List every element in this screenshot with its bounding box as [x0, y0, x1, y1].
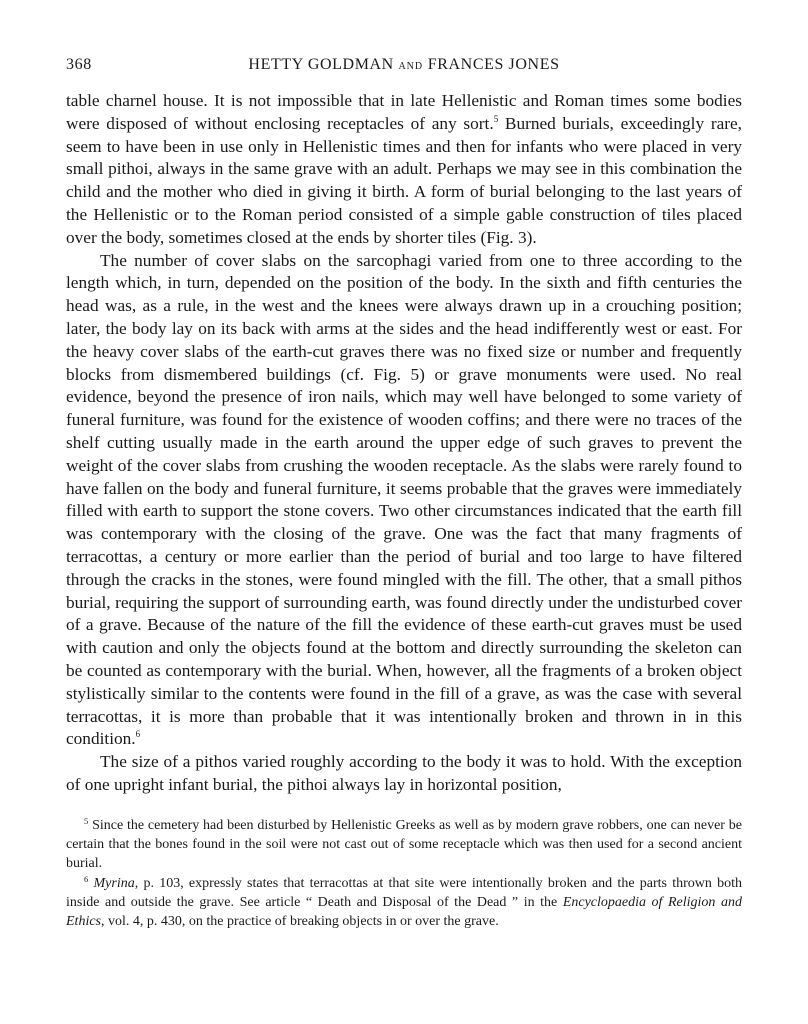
body-text	[66, 90, 742, 797]
footnote-5-marker: 5	[84, 815, 89, 826]
paragraph-2-text: The number of cover slabs on the sarcophagi varied from one to three according to the length which, in turn, depended on the position of the body. In the sixth and fifth centuries the head was, as a rule, in the west and the knees were always drawn up in a crouching position; later, the body lay on its back with arms at the sides and the head indifferently west or east. For the heavy cover slabs of the earth-cut graves there was no fixed size or number and frequently blocks from dismembered buildings (cf. Fig. 5) or grave monuments were used. No real evidence, beyond the presence of iron nails, which may well have belonged to some variety of funeral furniture, was found for the existence of wooden coffins; and there were no traces of the shelf cutting usually made in the earth around the upper edge of such graves to prevent the weight of the cover slabs from crushing the wooden receptacle. As the slabs were rarely found to have fallen on the body and funeral furniture, it seems probable that the graves were immediately filled with earth to support the stone covers. Two other circumstances indicated that the earth fill was contemporary with the closing of the grave. One was the fact that many fragments of terracottas, a century or more earlier than the period of burial and too large to have filtered through the cracks in the stones, were found mingled with the fill. The other, that a small pithos burial, requiring the support of surrounding earth, was found directly under the undisturbed cover of a grave. Because of the nature of the fill the evidence of these earth-cut graves must be used with caution and only the objects found at the bottom and directly surrounding the skeleton can be counted as contemporary with the burial. When, however, all the fragments of a broken object stylistically similar to the contents were found in the fill of a grave, as was the case with several terracottas, it is more than probable that it was intentionally broken and thrown in in this condition.	[66, 250, 742, 749]
running-title	[66, 56, 742, 74]
paragraph-1-text-a: table charnel house. It is not impossible that in late Hellenistic and Roman times some bodies were disposed of without enclosing receptacles of any sort.	[66, 91, 742, 133]
footnote-ref-6: 6	[135, 729, 141, 740]
paragraph-2	[66, 250, 742, 752]
page-number: 368	[66, 56, 92, 73]
footnote-6-text-b: , vol. 4, p. 430, on the practice of breaking objects in or over the grave.	[101, 913, 499, 929]
footnote-5-text: Since the cemetery had been disturbed by Hellenistic Greeks as well as by modern grave robbers, one can never be certain that the bones found in the soil were not cast out of some receptacle which was then used for a second ancient burial.	[66, 817, 742, 871]
footnote-6-title-encyclopaedia: Encyclopaedia of Religion and Ethics	[66, 894, 742, 929]
author-1: HETTY GOLDMAN	[248, 56, 394, 73]
author-2: FRANCES JONES	[427, 56, 560, 73]
paragraph-1	[66, 90, 742, 250]
footnotes	[66, 816, 742, 931]
footnote-6-title-myrina: Myrina	[93, 875, 135, 891]
footnote-ref-5: 5	[493, 113, 499, 124]
footnote-6-text-a: , p. 103, expressly states that terracottas at that site were intentionally broken and the parts thrown both inside and outside the grave. See article “ Death and Disposal of the Dead ” in the	[66, 875, 743, 910]
author-conjunction: and	[398, 58, 424, 73]
footnote-6	[66, 874, 742, 931]
page	[66, 56, 742, 931]
footnote-6-marker: 6	[84, 873, 89, 884]
paragraph-1-text-b: Burned burials, exceedingly rare, seem to have been in use only in Hellenistic times and then for infants who were placed in very small pithoi, always in the same grave with an adult. Perhaps we may see in this combination the child and the mother who died in giving it birth. A form of burial belonging to the last years of the Hellenistic or to the Roman period consisted of a simple gable construction of tiles placed over the body, sometimes closed at the ends by shorter tiles (Fig. 3).	[66, 113, 742, 247]
paragraph-3: The size of a pithos varied roughly according to the body it was to hold. With the exception of one upright infant burial, the pithoi always lay in horizontal position,	[66, 752, 742, 794]
running-head	[66, 56, 742, 78]
footnote-5	[66, 816, 742, 873]
